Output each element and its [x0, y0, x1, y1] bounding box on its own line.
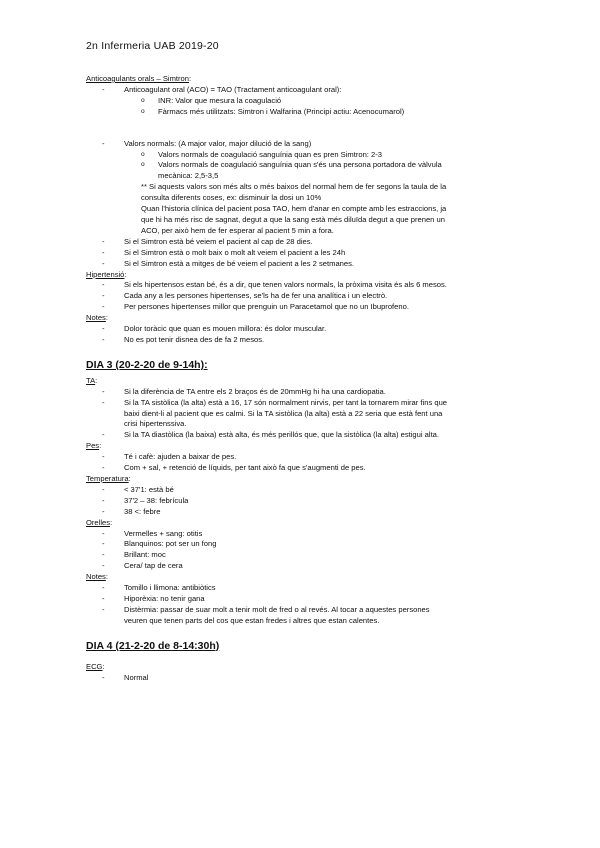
list-item: - Normal: [102, 672, 149, 682]
list-item: - 37'2 – 38: febrícula: [102, 495, 189, 505]
list-item: - Cera/ tap de cera: [102, 561, 183, 571]
list-item: - Cada any a les persones hipertenses, se'ls ha de fer una analítica i un electrò.: [102, 291, 388, 301]
section-heading: Notes:: [86, 572, 108, 582]
list-item: - Anticoagulant oral (ACO) = TAO (Tractament anticoagulant oral):: [102, 84, 342, 94]
list-item: - Brillant: moc: [102, 550, 166, 560]
note-line: ** Si aquests valors son més alts o més baixos del normal hem de fer segons la taula de la: [141, 182, 447, 192]
list-item: - Si el Simtron està a mitges de bé veiem el pacient a les 2 setmanes.: [102, 258, 355, 268]
sub-list-item: o Fàrmacs més utilitzats: Simtron i Walfarina (Principi actiu: Acenocumarol): [141, 106, 405, 116]
list-item-cont: veuren que tenen parts del cos que estan fredes i altres que estan calentes.: [124, 615, 380, 625]
list-item: - Com + sal, + retenció de líquids, per tant això fa que s'augmenti de pes.: [102, 463, 366, 473]
list-item: - Blanquinos: pot ser un fong: [102, 539, 217, 549]
section-heading: Pes:: [86, 441, 102, 451]
list-item: - Valors normals: (A major valor, major dilució de la sang): [102, 138, 312, 148]
list-item: - Si el Simtron està bé veiem el pacient al cap de 28 dies.: [102, 236, 313, 246]
list-item: - Tomillo i llimona: antibiòtics: [102, 583, 216, 593]
list-item: - Si la TA diastòlica (la baixa) està alta, és més perillós que, que la sistòlica (la alta) estigui alta.: [102, 430, 440, 440]
note-line: ACO, per això hem de fer esperar al pacient 5 min a fora.: [141, 225, 334, 235]
list-item: - Té i cafè: ajuden a baixar de pes.: [102, 452, 237, 462]
section-heading: ECG:: [86, 661, 105, 671]
list-item: - 38 <: febre: [102, 506, 161, 516]
list-item: - Si la diferència de TA entre els 2 braços és de 20mmHg hi ha una cardiopatia.: [102, 386, 386, 396]
note-line: que hi ha més risc de sagnat, degut a que la sang està més diluïda degut a que prenen un: [141, 214, 445, 224]
note-line: consulta diferents coses, ex: disminuir la dosi un 10%: [141, 193, 322, 203]
section-heading: Orelles:: [86, 517, 113, 527]
sub-list-item: o Valors normals de coagulació sanguínia quan es pren Simtron: 2-3: [141, 149, 383, 159]
list-item: - Si els hipertensos estan bé, és a dir, que tenen valors normals, la pròxima visita és als 6 mesos.: [102, 280, 447, 290]
document-body: [86, 74, 516, 684]
list-item: - Si el Simtron està o molt baix o molt alt veiem el pacient a les 24h: [102, 247, 346, 257]
day-heading: DIA 3 (20-2-20 de 9-14h):: [86, 358, 208, 371]
page-header: 2n Infermeria UAB 2019-20: [86, 40, 219, 52]
section-heading: TA:: [86, 375, 98, 385]
list-item-cont: baixi dient-li al pacient que es calmi. Si la TA sistòlica (la alta) està a 22 seria que està fent una: [124, 408, 443, 418]
sub-list-item: o INR: Valor que mesura la coagulació: [141, 95, 282, 105]
note-line: Quan l'historia clínica del pacient posa TAO, hem d'anar en compte amb les estraccions, ja: [141, 204, 447, 214]
sub-list-item: o Valors normals de coagulació sanguínia quan s'és una persona portadora de vàlvula: [141, 160, 442, 170]
section-heading: Anticoagulants orals – Simtron:: [86, 74, 192, 83]
sub-list-item-cont: mecànica: 2,5-3,5: [158, 171, 219, 181]
list-item-cont: crisi hipertenssiva.: [124, 419, 187, 429]
list-item: - Per persones hipertenses millor que prenguin un Paracetamol que no un Ibuprofeno.: [102, 302, 409, 312]
list-item: - Si la TA sistòlica (la alta) està a 16, 17 són normalment nirvis, per tant la tornarem mirar fins que: [102, 397, 448, 407]
list-item: - Vermelles + sang: otitis: [102, 528, 203, 538]
section-heading: Hipertensió:: [86, 269, 127, 279]
section-heading: Notes:: [86, 313, 108, 323]
list-item: - Dolor toràcic que quan es mouen millora: és dolor muscular.: [102, 324, 327, 334]
list-item: - < 37'1: està bé: [102, 484, 174, 494]
list-item: - No es pot tenir disnea des de fa 2 mesos.: [102, 334, 265, 344]
day-heading: DIA 4 (21-2-20 de 8-14:30h): [86, 639, 220, 652]
list-item: - Distèrmia: passar de suar molt a tenir molt de fred o al revés. Al tocar a aquestes persones: [102, 604, 430, 614]
list-item: - Hiporèxia: no tenir gana: [102, 593, 205, 603]
section-heading: Temperatura:: [86, 474, 131, 483]
